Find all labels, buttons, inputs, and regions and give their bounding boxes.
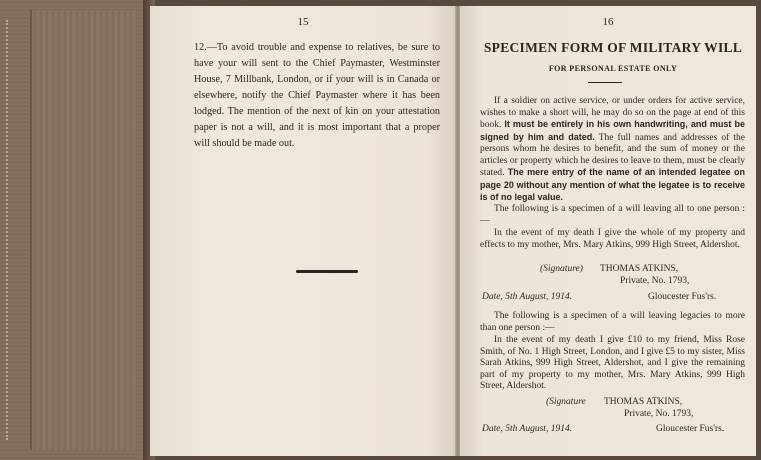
intro-text: If a soldier on active service, or under orders for active service, wishes to make a short will, he may do so on the page at end of this book. bbox=[480, 96, 745, 130]
example1-intro: The following is a specimen of a will leaving all to one person :— bbox=[480, 204, 745, 226]
signature-rank: Private, No. 1793, bbox=[620, 276, 690, 286]
section-divider bbox=[296, 270, 358, 273]
cover-stitching bbox=[6, 20, 8, 440]
show-through-text bbox=[174, 186, 434, 200]
example1-will-text: In the event of my death I give the whole of my property and effects to my mother, Mrs. Mary Atkins, 999 High Street, Aldershot. bbox=[480, 228, 745, 250]
signature-date: Date, 5th August, 1914. bbox=[482, 424, 573, 434]
left-page bbox=[150, 6, 456, 456]
book-cover bbox=[0, 0, 147, 460]
page-title: SPECIMEN FORM OF MILITARY WILL bbox=[483, 40, 743, 55]
signature-name: THOMAS ATKINS, bbox=[600, 264, 679, 274]
signature-rank: Private, No. 1793, bbox=[624, 409, 694, 419]
example2-intro: The following is a specimen of a will leaving legacies to more than one person :— bbox=[480, 311, 745, 333]
intro-emphasis: It must be entirely in his own handwriting, and must be signed by him and dated. bbox=[480, 119, 746, 142]
title-rule bbox=[588, 82, 622, 83]
cover-flap bbox=[30, 10, 137, 450]
intro-emphasis: The mere entry of the name of an intended legatee on page 20 without any mention of what the legatee is to receive is of no legal value. bbox=[480, 167, 745, 202]
signature-label: (Signature bbox=[546, 397, 586, 407]
page-number: 15 bbox=[297, 16, 309, 28]
signature-label: (Signature) bbox=[540, 264, 583, 274]
signature-date: Date, 5th August, 1914. bbox=[482, 292, 573, 302]
signature-regiment: Gloucester Fus'rs. bbox=[648, 292, 717, 302]
page-number: 16 bbox=[602, 16, 614, 28]
intro-paragraph bbox=[480, 96, 745, 205]
signature-name: THOMAS ATKINS, bbox=[604, 397, 683, 407]
intro-text: The full names and addresses of the persons whom he desires to benefit, and the sum of money or the articles or property which he desires to leave to them, must be clearly stated. bbox=[480, 132, 746, 178]
page-subtitle: FOR PERSONAL ESTATE ONLY bbox=[548, 64, 678, 73]
example2-will-text: In the event of my death I give £10 to my friend, Miss Rose Smith, of No. 1 High Street, London, and I give £5 to my sister, Miss Sarah Atkins, 999 High Street, Aldershot, and I give the remaining part of my property to my mother, Mrs. Mary Atkins, 999 High Street, Aldershot. bbox=[480, 335, 745, 391]
paragraph-12: 12.—To avoid trouble and expense to relatives, be sure to have your will sent to the Chief Paymaster, Westminster House, 7 Millbank, London, or if your will is in Canada or elsewhere, notify the Chief Paymaster where it has been lodged. The mention of the next of kin on your attestation paper is not a will, and it is most important that a proper will should be made out. bbox=[194, 42, 440, 149]
signature-regiment: Gloucester Fus'rs. bbox=[656, 424, 725, 434]
right-page bbox=[460, 6, 756, 456]
